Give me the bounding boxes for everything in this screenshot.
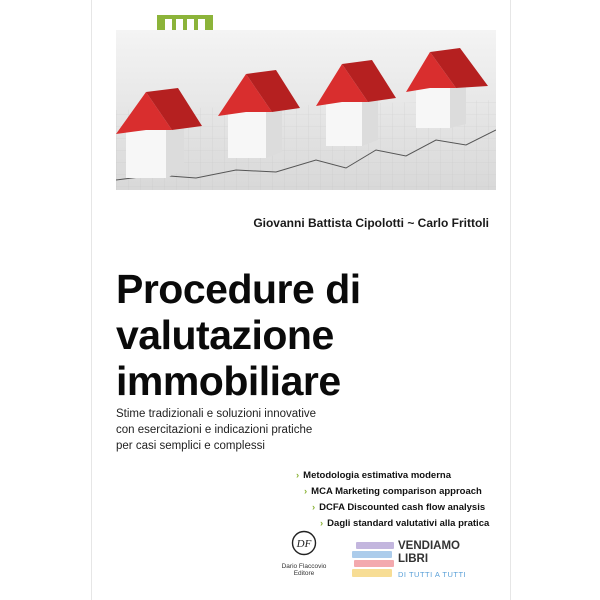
watermark-line1: VENDIAMO	[398, 540, 460, 552]
subtitle-line: con esercitazioni e indicazioni pratiche	[116, 424, 313, 436]
chevron-right-icon: ›	[320, 518, 324, 529]
publisher	[272, 530, 336, 577]
chevron-right-icon: ›	[304, 486, 308, 497]
feature-item: › Dagli standard valutativi alla pratica	[320, 518, 490, 529]
feature-item: › Metodologia estimativa moderna	[296, 470, 451, 481]
title-line: immobiliare	[116, 358, 341, 404]
title-line: valutazione	[116, 312, 334, 358]
book-title	[116, 266, 496, 404]
publisher-logo-icon	[291, 530, 317, 556]
chevron-right-icon: ›	[312, 502, 316, 513]
subtitle	[116, 406, 446, 454]
authors: Giovanni Battista Cipolotti ~ Carlo Frittoli	[253, 216, 489, 230]
book-stack-icon	[352, 538, 396, 582]
title-line: Procedure di	[116, 266, 361, 312]
watermark-line2: LIBRI	[398, 553, 429, 565]
subtitle-line: Stime tradizionali e soluzioni innovative	[116, 408, 317, 420]
chevron-right-icon: ›	[296, 470, 300, 481]
svg-text:DF: DF	[296, 538, 312, 550]
feature-item: › DCFA Discounted cash flow analysis	[312, 502, 486, 513]
feature-item: › MCA Marketing comparison approach	[304, 486, 482, 497]
seller-watermark	[352, 538, 502, 584]
houses-on-chart-image	[116, 30, 496, 190]
publisher-name: Dario Flaccovio Editore	[281, 563, 327, 577]
subtitle-line: per casi semplici e complessi	[116, 440, 265, 452]
watermark-tagline: DI TUTTI A TUTTI	[398, 570, 467, 579]
cover-photo	[116, 30, 496, 190]
